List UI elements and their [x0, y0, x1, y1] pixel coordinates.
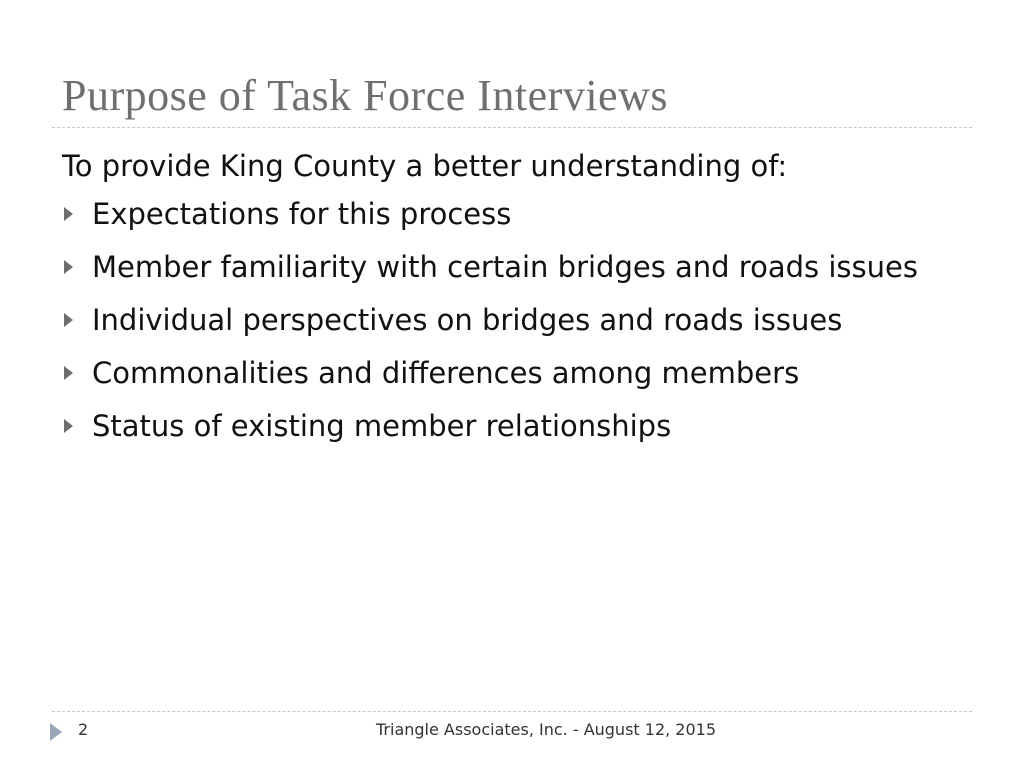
bullet-item: [62, 298, 982, 351]
intro-text: To provide King County a better understanding of:: [62, 149, 788, 183]
bullet-list: [62, 192, 982, 457]
footer-text: Triangle Associates, Inc. - August 12, 2015: [376, 720, 717, 739]
triangle-right-icon: [64, 207, 73, 221]
triangle-right-icon: [50, 723, 62, 741]
triangle-right-icon: [64, 419, 73, 433]
page-number: 2: [78, 720, 89, 739]
bullet-text: Expectations for this process: [92, 197, 512, 231]
slide-body: [62, 144, 982, 457]
title-divider: [52, 127, 972, 128]
bullet-text: Status of existing member relationships: [92, 409, 672, 443]
triangle-right-icon: [64, 313, 73, 327]
triangle-right-icon: [64, 366, 73, 380]
footer-divider: [52, 711, 972, 712]
bullet-item: [62, 404, 982, 457]
bullet-text: Member familiarity with certain bridges and roads issues: [92, 250, 918, 284]
bullet-item: [62, 245, 982, 298]
bullet-text: Commonalities and differences among members: [92, 356, 800, 390]
bullet-item: [62, 192, 982, 245]
bullet-text: Individual perspectives on bridges and roads issues: [92, 303, 843, 337]
bullet-item: [62, 351, 982, 404]
slide-title: Purpose of Task Force Interviews: [62, 71, 668, 120]
triangle-right-icon: [64, 260, 73, 274]
